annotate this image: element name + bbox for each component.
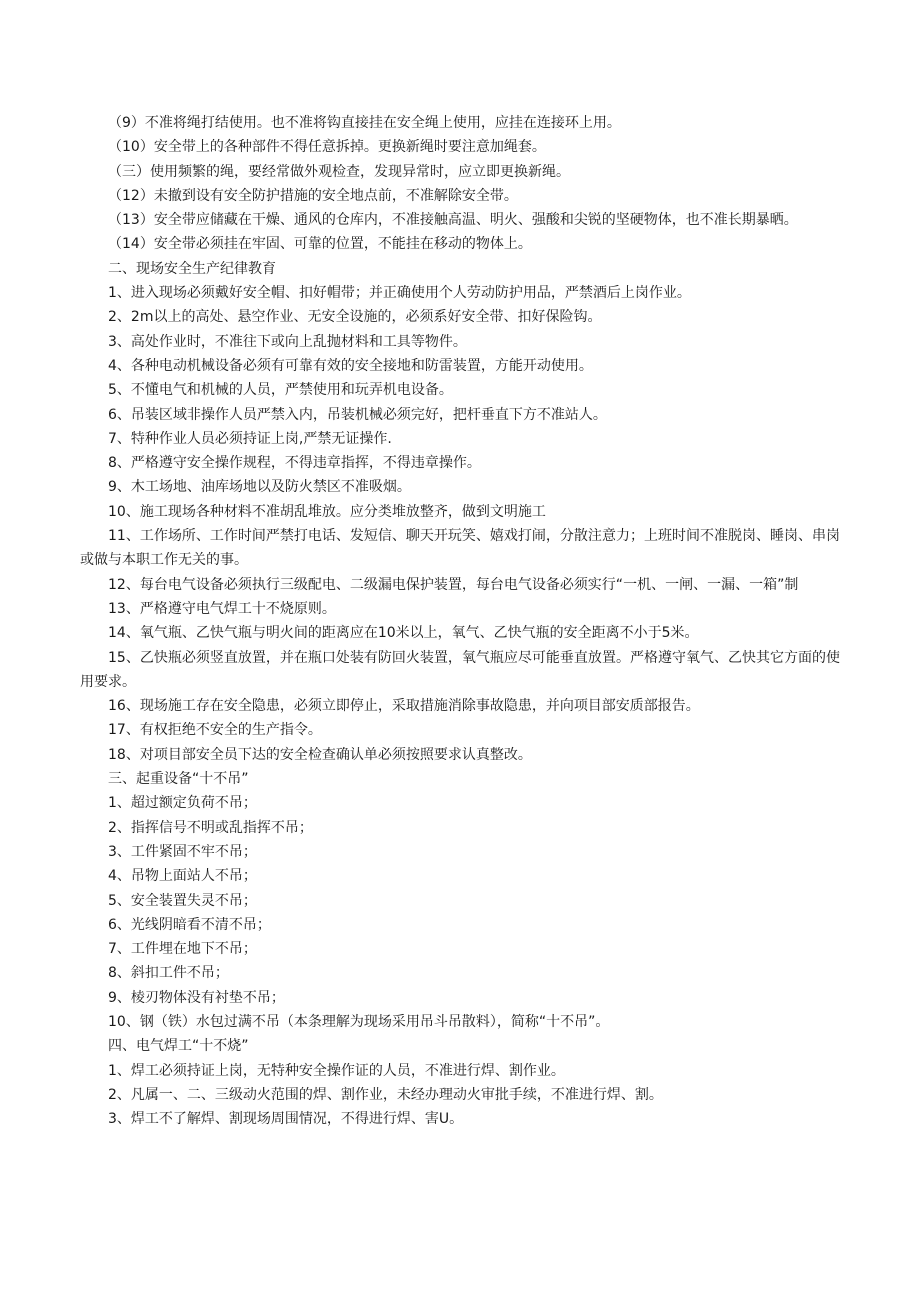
paragraph: 2、指挥信号不明或乱指挥不吊； <box>108 819 313 836</box>
paragraph: 15、乙快瓶必须竖直放置，并在瓶口处装有防回火装置，氧气瓶应尽可能垂直放置。严格遵守氧气、乙快其它方面的使用要求。 <box>80 649 840 690</box>
paragraph: 1、焊工必须持证上岗，无特种安全操作证的人员，不准进行焊、割作业。 <box>108 1062 565 1079</box>
document-body <box>80 111 840 1131</box>
paragraph: 11、工作场所、工作时间严禁打电话、发短信、聊天开玩笑、嬉戏打闹，分散注意力；上班时间不准脱岗、睡岗、串岗或做与本职工作无关的事。 <box>80 528 840 569</box>
paragraph: （三）使用频繁的绳，要经常做外观检查，发现异常时，应立即更换新绳。 <box>108 163 570 180</box>
paragraph: 9、棱刃物体没有衬垫不吊； <box>108 989 285 1006</box>
paragraph: （13）安全带应储藏在干燥、通风的仓库内，不准接触高温、明火、强酸和尖锐的坚硬物体，也不准长期暴晒。 <box>108 212 798 229</box>
paragraph: 16、现场施工存在安全隐患，必须立即停止，采取措施消除事故隐患，并向项目部安质部报告。 <box>108 698 700 715</box>
paragraph: 5、安全装置失灵不吊； <box>108 892 257 909</box>
paragraph: 6、光线阴暗看不清不吊； <box>108 916 271 933</box>
paragraph: （10）安全带上的各种部件不得任意拆掉。更换新绳时要注意加绳套。 <box>108 139 546 156</box>
paragraph: 12、每台电气设备必须执行三级配电、二级漏电保护装置，每台电气设备必须实行“一机、一闸、一漏、一箱”制 <box>108 576 799 593</box>
paragraph: 8、斜扣工件不吊； <box>108 965 229 982</box>
paragraph: 1、超过额定负荷不吊； <box>108 795 257 812</box>
section-heading: 三、起重设备“十不吊” <box>108 771 249 788</box>
paragraph: （14）安全带必须挂在牢固、可靠的位置，不能挂在移动的物体上。 <box>108 236 532 253</box>
paragraph: 2、2m以上的高处、悬空作业、无安全设施的，必须系好安全带、扣好保险钩。 <box>108 309 602 326</box>
paragraph: 10、施工现场各种材料不准胡乱堆放。应分类堆放整齐，做到文明施工 <box>108 503 546 520</box>
paragraph: 7、特种作业人员必须持证上岗,严禁无证操作. <box>108 430 392 447</box>
paragraph: 3、工件紧固不牢不吊； <box>108 843 257 860</box>
section-heading: 二、现场安全生产纪律教育 <box>108 260 276 277</box>
paragraph: 14、氧气瓶、乙快气瓶与明火间的距离应在10米以上，氧气、乙快气瓶的安全距离不小于5米。 <box>108 625 699 642</box>
paragraph: 1、进入现场必须戴好安全帽、扣好帽带；并正确使用个人劳动防护用品，严禁酒后上岗作业。 <box>108 285 691 302</box>
paragraph: 10、钢（铁）水包过满不吊（本条理解为现场采用吊斗吊散料），简称“十不吊”。 <box>108 1013 610 1030</box>
paragraph: 13、严格遵守电气焊工十不烧原则。 <box>108 600 336 617</box>
paragraph: 9、木工场地、油库场地以及防火禁区不准吸烟。 <box>108 479 411 496</box>
paragraph: 17、有权拒绝不安全的生产指令。 <box>108 722 322 739</box>
paragraph: 3、焊工不了解焊、割现场周围情况，不得进行焊、害U。 <box>108 1111 464 1128</box>
paragraph: 7、工件埋在地下不吊； <box>108 941 257 958</box>
section-heading: 四、电气焊工“十不烧” <box>108 1038 249 1055</box>
paragraph: 2、凡属一、二、三级动火范围的焊、割作业，未经办理动火审批手续，不准进行焊、割。 <box>108 1086 663 1103</box>
paragraph: 3、高处作业时，不准往下或向上乱抛材料和工具等物件。 <box>108 333 467 350</box>
paragraph: 5、不懂电气和机械的人员，严禁使用和玩弄机电设备。 <box>108 382 453 399</box>
paragraph: （12）未撤到设有安全防护措施的安全地点前，不准解除安全带。 <box>108 187 518 204</box>
paragraph: 18、对项目部安全员下达的安全检查确认单必须按照要求认真整改。 <box>108 746 532 763</box>
paragraph: 4、吊物上面站人不吊； <box>108 868 257 885</box>
paragraph: （9）不准将绳打结使用。也不准将钩直接挂在安全绳上使用，应挂在连接环上用。 <box>108 115 621 131</box>
paragraph: 6、吊装区域非操作人员严禁入内，吊装机械必须完好，把杆垂直下方不准站人。 <box>108 406 607 423</box>
paragraph: 8、严格遵守安全操作规程，不得违章指挥，不得违章操作。 <box>108 455 481 472</box>
paragraph: 4、各种电动机械设备必须有可靠有效的安全接地和防雷装置，方能开动使用。 <box>108 357 593 374</box>
